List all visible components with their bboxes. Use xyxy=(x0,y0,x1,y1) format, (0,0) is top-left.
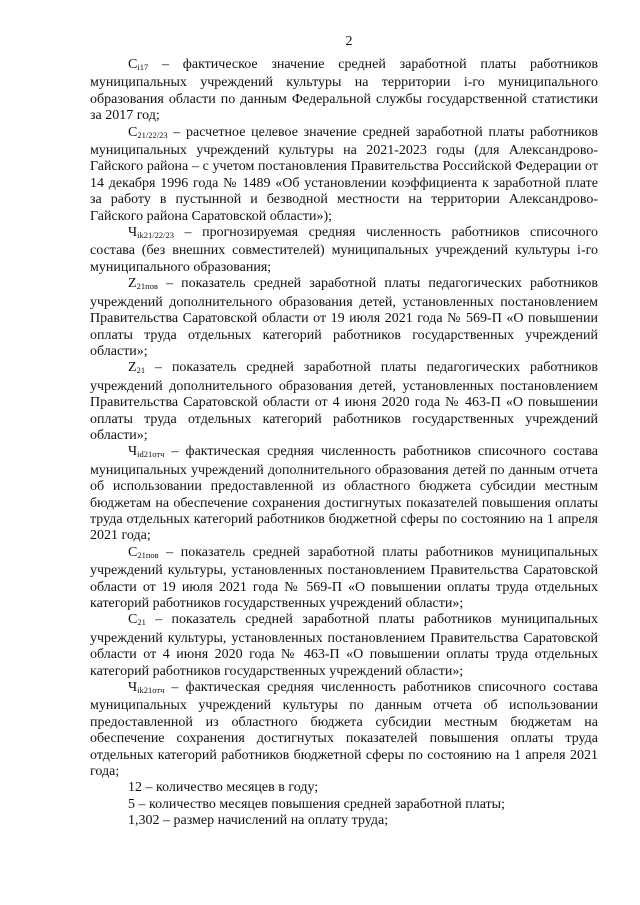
variable-subscript: 21пов xyxy=(136,281,158,292)
variable-symbol: C xyxy=(128,124,138,140)
variable-symbol: Ч xyxy=(128,444,138,460)
definition-paragraph xyxy=(90,797,598,813)
definition-text: 5 – количество месяцев повышения средней заработной платы; xyxy=(128,796,505,812)
definition-paragraph xyxy=(90,360,598,444)
definition-text: – фактическое значение средней заработной платы работников муниципальных учреждений культуры на территории i-го муниципального образования области по данным Федеральной службы государственной статистики за 2017 год; xyxy=(90,57,598,124)
variable-subscript: ik21/22/23 xyxy=(137,230,174,241)
definition-text: – расчетное целевое значение средней заработной платы работников муниципальных учреждений культуры на 2021-2023 годы (для Александрово-Гайского района – с учетом постановления Правительства Российской Федерации от 14 декабря 1996 года № 1489 «Об установлении коэффициента к заработной плате за работу в пустынной и безводной местности на территории Александрово-Гайского района Саратовской области»); xyxy=(90,124,598,224)
variable-symbol: C xyxy=(128,612,138,628)
definition-text: – показатель средней заработной платы работников муниципальных учреждений культуры, установленных постановлением Правительства Саратовской области от 19 июля 2021 года № 569-П «О повышении оплаты труда отдельных категорий работников государственных учреждений области»; xyxy=(90,544,598,611)
definition-paragraph xyxy=(90,276,598,360)
variable-subscript: 21 xyxy=(137,617,146,628)
definition-text: – фактическая средняя численность работников списочного состава муниципальных учреждений культуры по данным отчета об использовании предоставленной из областного бюджета субсидии местным бюджетам на обеспечение сохранения достигнутых показателей повышения оплаты труда отдельных категорий работников бюджетной сферы по состоянию на 1 апреля 2021 года; xyxy=(90,680,598,780)
definition-paragraph xyxy=(90,444,598,544)
definition-paragraph xyxy=(90,780,598,796)
definition-paragraph xyxy=(90,225,598,276)
definition-paragraph xyxy=(90,813,598,829)
definition-paragraph xyxy=(90,545,598,613)
variable-symbol: Z xyxy=(128,360,137,376)
variable-symbol: C xyxy=(128,544,138,560)
variable-symbol: C xyxy=(128,57,138,72)
definition-text: – показатель средней заработной платы работников муниципальных учреждений культуры, установленных постановлением Правительства Саратовской области от 4 июня 2020 года № 463-П «О повышении оплаты труда отдельных категорий работников государственных учреждений области»; xyxy=(90,612,598,679)
definition-paragraph xyxy=(90,125,598,225)
variable-subscript: id21отч xyxy=(137,449,165,460)
variable-subscript: 21пов xyxy=(137,549,159,560)
definition-paragraph xyxy=(90,57,598,125)
definition-text: – прогнозируемая средняя численность работников списочного состава (без внешних совместителей) муниципальных учреждений культуры i-го муниципального образования; xyxy=(90,225,598,275)
definition-text: – показатель средней заработной платы педагогических работников учреждений дополнительного образования детей, установленных постановлением Правительства Саратовской области от 4 июня 2020 года № 463-П «О повышении оплаты труда отдельных категорий работников государственных учреждений области»; xyxy=(90,360,598,443)
variable-subscript: 21/22/23 xyxy=(137,129,168,140)
variable-subscript: 21 xyxy=(136,365,146,376)
variable-symbol: Ч xyxy=(128,225,138,241)
definition-text: – фактическая средняя численность работников списочного состава муниципальных учреждений дополнительного образования детей по данным отчета об использовании предоставленной из областного бюджета субсидии местным бюджетам на обеспечение сохранения достигнутых показателей повышения оплаты труда отдельных категорий работников бюджетной сферы по состоянию на 1 апреля 2021 года; xyxy=(90,444,598,544)
variable-symbol: Z xyxy=(128,276,137,292)
variable-subscript: ik21отч xyxy=(137,685,165,696)
definition-paragraph xyxy=(90,612,598,680)
definition-paragraph xyxy=(90,680,598,780)
page-number: 2 xyxy=(345,34,353,49)
definition-text: 1,302 – размер начислений на оплату труда; xyxy=(128,813,389,829)
definition-text: 12 – количество месяцев в году; xyxy=(128,780,319,796)
variable-symbol: Ч xyxy=(128,680,138,696)
variable-subscript: i17 xyxy=(137,62,149,72)
definition-text: – показатель средней заработной платы педагогических работников учреждений дополнительного образования детей, установленных постановлением Правительства Саратовской области от 19 июля 2021 года № 569-П «О повышении оплаты труда отдельных категорий работников государственных учреждений области»; xyxy=(90,276,598,359)
